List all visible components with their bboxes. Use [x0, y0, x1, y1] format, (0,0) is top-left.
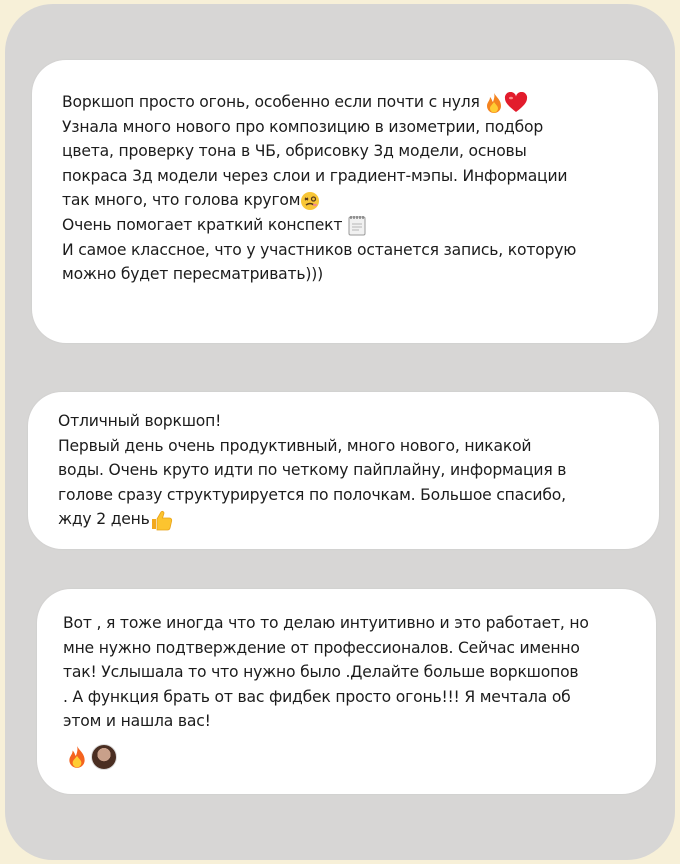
notepad-icon [347, 214, 367, 236]
review-text-3: Вот , я тоже иногда что то делаю интуитивно и это работает, но мне нужно подтверждение от профессионалов. Сейчас именно так! Услышала то что нужно было .Делайте больше воркшопов . А функция брать от вас фидбек просто огонь!!! Я мечтала об этом и нашла вас! [63, 614, 589, 731]
review-1-line-3: Очень помогает краткий конспект [62, 215, 348, 234]
fire-icon [484, 92, 504, 114]
review-bubble-2 [28, 392, 659, 549]
review-1-line-4: И самое классное, что у участников останется запись, которую можно будет пересматривать))) [62, 240, 577, 284]
reactions [66, 744, 117, 770]
review-text-1 [62, 90, 652, 287]
avatar[interactable] [91, 744, 117, 770]
reviews-panel [5, 4, 675, 860]
review-1-line-2: Узнала много нового про композицию в изометрии, подбор цвета, проверку тона в ЧБ, обрисовку 3д модели, основы покраса 3д модели через слои и градиент-мэпы. Информации так много, что голова кругом [62, 117, 568, 210]
fire-icon[interactable] [66, 745, 88, 769]
dizzy-face-icon [300, 191, 320, 211]
heart-icon [504, 92, 528, 114]
review-bubble-3 [37, 589, 656, 794]
review-bubble-1 [32, 60, 658, 343]
review-2-text: Отличный воркшоп! Первый день очень продуктивный, много нового, никакой воды. Очень круто идти по четкому пайплайну, информация в голове сразу структурируется по полочкам. Большое спасибо, жду 2 день [58, 412, 567, 529]
review-1-line-1: Воркшоп просто огонь, особенно если почти с нуля [62, 93, 485, 111]
thumbs-up-icon [150, 509, 174, 531]
review-text-2 [58, 409, 658, 532]
